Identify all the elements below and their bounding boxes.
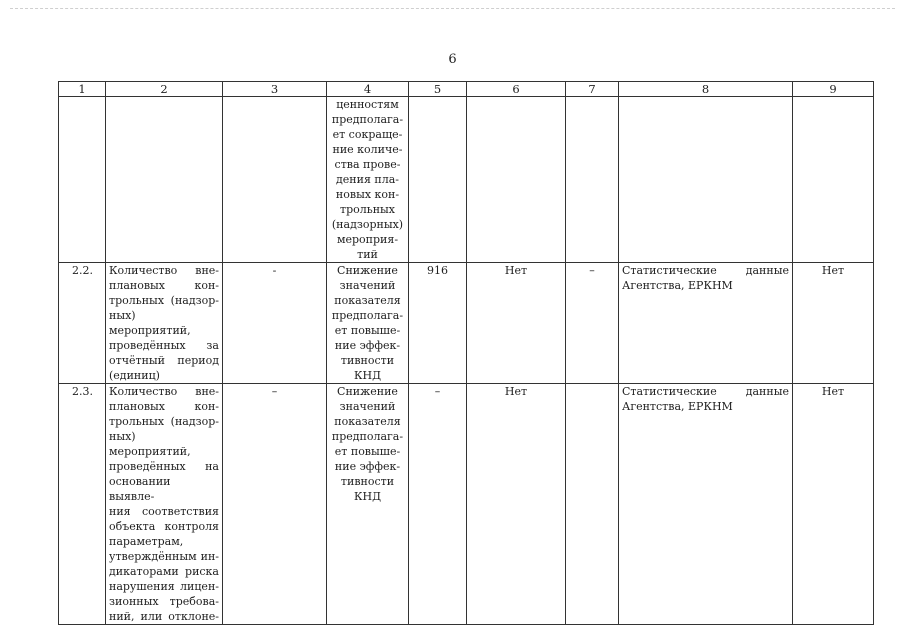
header-col-3: 3 bbox=[223, 82, 327, 97]
name-line: основании выявле- bbox=[109, 475, 171, 503]
indicator-name bbox=[106, 263, 223, 384]
col9-cell: Нет bbox=[793, 384, 874, 625]
note-line: (надзорных) bbox=[331, 218, 404, 231]
note-line: показателя bbox=[334, 294, 401, 307]
name-line: отчётный период bbox=[109, 354, 219, 367]
target-value bbox=[223, 97, 327, 263]
indicator-note bbox=[327, 97, 409, 263]
note-line: значений bbox=[339, 279, 396, 292]
note-line: предполага- bbox=[331, 430, 404, 443]
col7-cell bbox=[566, 97, 619, 263]
note-line: ет повыше- bbox=[334, 445, 401, 458]
header-row bbox=[59, 82, 874, 97]
name-line: нарушения лицен- bbox=[109, 580, 219, 593]
source-line: Агентства, ЕРКНМ bbox=[622, 279, 733, 292]
source-cell bbox=[619, 97, 793, 263]
name-line: зионных требова- bbox=[109, 595, 219, 608]
header-col-9: 9 bbox=[793, 82, 874, 97]
note-line: ние эффек- bbox=[334, 339, 401, 352]
indicator-note bbox=[327, 384, 409, 625]
row-number bbox=[59, 97, 106, 263]
table-row bbox=[59, 384, 874, 625]
name-line: проведённых на bbox=[109, 460, 219, 473]
note-line: Снижение bbox=[337, 385, 398, 398]
name-line: плановых кон- bbox=[109, 279, 219, 292]
indicator-name bbox=[106, 384, 223, 625]
table-row bbox=[59, 97, 874, 263]
note-line: предполага- bbox=[331, 309, 404, 322]
note-line: показателя bbox=[334, 415, 401, 428]
header-col-6: 6 bbox=[467, 82, 566, 97]
name-line: утверждённым ин- bbox=[109, 550, 219, 563]
note-line: Снижение bbox=[337, 264, 398, 277]
note-line: тий bbox=[357, 248, 378, 261]
note-line: тивности bbox=[340, 475, 395, 488]
header-col-5: 5 bbox=[409, 82, 467, 97]
note-line: ценностям bbox=[336, 98, 399, 111]
col9-cell bbox=[793, 97, 874, 263]
page-top-edge bbox=[10, 8, 895, 9]
value-cell bbox=[409, 97, 467, 263]
name-line: трольных (надзор- bbox=[109, 294, 219, 307]
name-line: ний, или отклоне- bbox=[109, 610, 219, 623]
note-line: новых кон- bbox=[335, 188, 400, 201]
name-line: трольных (надзор- bbox=[109, 415, 219, 428]
note-line: значений bbox=[339, 400, 396, 413]
flag-cell: Нет bbox=[467, 263, 566, 384]
header-col-1: 1 bbox=[59, 82, 106, 97]
name-line: Количество вне- bbox=[109, 264, 219, 277]
name-line: ных) мероприятий, bbox=[109, 309, 191, 337]
note-line: ние количе- bbox=[332, 143, 403, 156]
note-line: ет повыше- bbox=[334, 324, 401, 337]
name-line: дикаторами риска bbox=[109, 565, 219, 578]
page-number: 6 bbox=[448, 52, 457, 67]
source-line: Статистические данные bbox=[622, 264, 789, 277]
value-cell: 916 bbox=[409, 263, 467, 384]
note-line: тивности bbox=[340, 354, 395, 367]
name-line: (единиц) bbox=[109, 369, 160, 382]
col7-cell: – bbox=[566, 263, 619, 384]
header-col-7: 7 bbox=[566, 82, 619, 97]
indicators-table bbox=[58, 81, 874, 625]
name-line: Количество вне- bbox=[109, 385, 219, 398]
source-cell bbox=[619, 263, 793, 384]
header-col-4: 4 bbox=[327, 82, 409, 97]
note-line: ства прове- bbox=[334, 158, 401, 171]
indicator-note bbox=[327, 263, 409, 384]
source-cell bbox=[619, 384, 793, 625]
name-line: проведённых за bbox=[109, 339, 219, 352]
col7-cell bbox=[566, 384, 619, 625]
name-line: ния соответствия bbox=[109, 505, 219, 518]
value-cell: – bbox=[409, 384, 467, 625]
target-value: - bbox=[223, 263, 327, 384]
target-value: – bbox=[223, 384, 327, 625]
name-line: плановых кон- bbox=[109, 400, 219, 413]
header-col-8: 8 bbox=[619, 82, 793, 97]
note-line: предполага- bbox=[331, 113, 404, 126]
row-number: 2.2. bbox=[59, 263, 106, 384]
note-line: КНД bbox=[353, 369, 382, 382]
table-row bbox=[59, 263, 874, 384]
source-line: Агентства, ЕРКНМ bbox=[622, 400, 733, 413]
note-line: ние эффек- bbox=[334, 460, 401, 473]
note-line: мероприя- bbox=[336, 233, 399, 246]
col9-cell: Нет bbox=[793, 263, 874, 384]
note-line: КНД bbox=[353, 490, 382, 503]
note-line: дения пла- bbox=[336, 173, 399, 186]
flag-cell bbox=[467, 97, 566, 263]
name-line: объекта контроля bbox=[109, 520, 219, 533]
source-line: Статистические данные bbox=[622, 385, 789, 398]
name-line: ных) мероприятий, bbox=[109, 430, 191, 458]
flag-cell: Нет bbox=[467, 384, 566, 625]
indicator-name bbox=[106, 97, 223, 263]
note-line: трольных bbox=[339, 203, 396, 216]
row-number: 2.3. bbox=[59, 384, 106, 625]
header-col-2: 2 bbox=[106, 82, 223, 97]
note-line: ет сокраще- bbox=[332, 128, 403, 141]
name-line: параметрам, bbox=[109, 535, 184, 548]
